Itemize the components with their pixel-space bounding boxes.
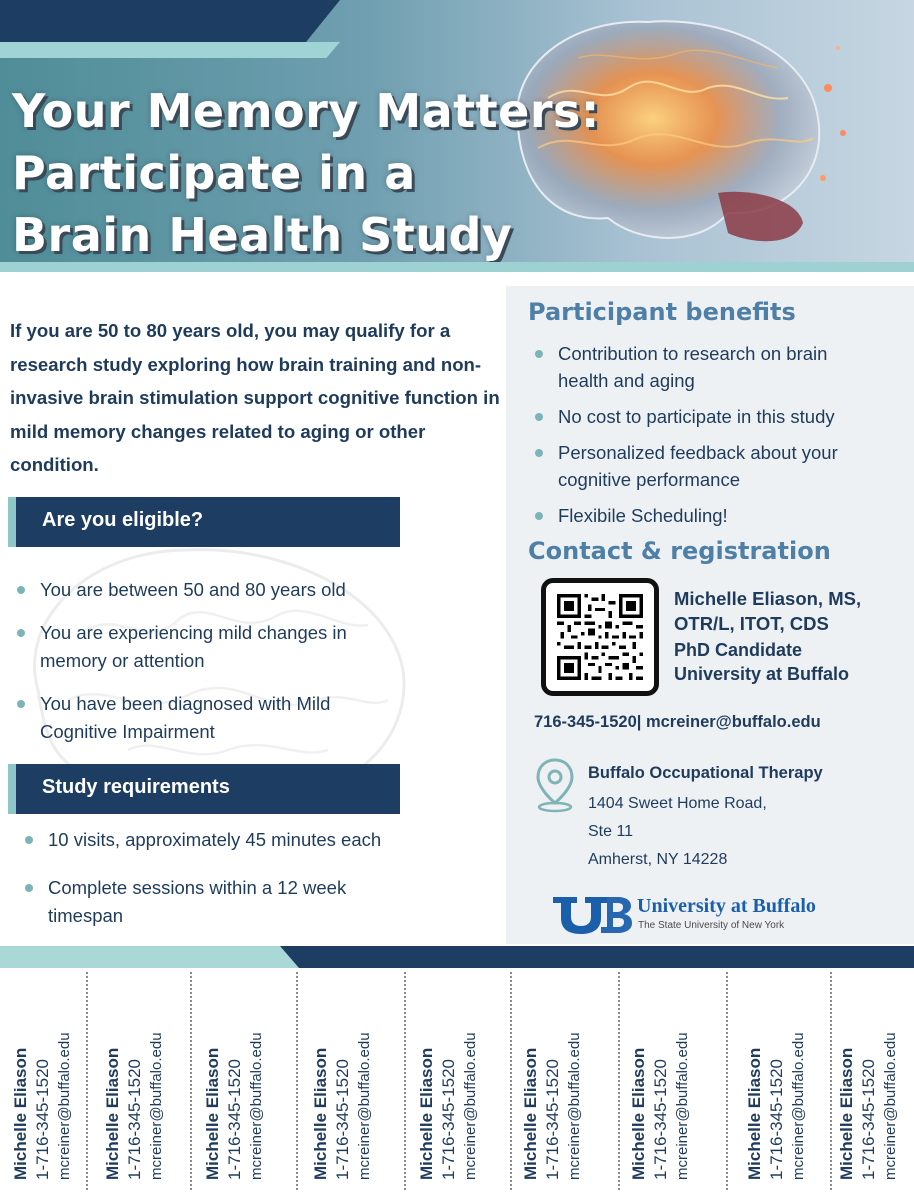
eligibility-heading-bar xyxy=(8,497,400,547)
tearoff-phone: 1-716-345-1520 xyxy=(439,1059,458,1180)
tearoff-tab[interactable] xyxy=(198,972,302,1192)
benefit-item: Personalized feedback about your cognitive performance xyxy=(528,439,868,493)
requirements-list xyxy=(18,826,458,950)
tearoff-tab-text xyxy=(516,960,620,1180)
tearoff-email: mcreiner@buffalo.edu xyxy=(56,1032,73,1180)
organization-name: Buffalo Occupational Therapy xyxy=(588,764,823,782)
eligibility-item: You are between 50 and 80 years old xyxy=(10,576,430,604)
address-line-1: 1404 Sweet Home Road, xyxy=(588,795,767,812)
tearoff-phone: 1-716-345-1520 xyxy=(859,1059,878,1180)
eligibility-heading: Are you eligible? xyxy=(42,509,204,531)
header-teal-accent xyxy=(0,42,340,58)
location-pin-icon xyxy=(533,757,577,813)
tearoff-name: Michelle Eliason xyxy=(203,1047,222,1180)
tearoff-name: Michelle Eliason xyxy=(11,1047,30,1180)
tearoff-email: mcreiner@buffalo.edu xyxy=(462,1032,479,1180)
ub-logo-wordmark: University at Buffalo xyxy=(637,895,816,917)
title-line-1: Your Memory Matters: xyxy=(12,84,600,138)
tearoff-name: Michelle Eliason xyxy=(103,1047,122,1180)
contact-role-line-2: University at Buffalo xyxy=(674,664,850,684)
eligibility-item: You are experiencing mild changes in memory or attention xyxy=(10,619,390,675)
tearoff-name: Michelle Eliason xyxy=(417,1047,436,1180)
tearoff-email: mcreiner@buffalo.edu xyxy=(674,1032,691,1180)
tearoff-email: mcreiner@buffalo.edu xyxy=(882,1032,899,1180)
tearoff-tab[interactable] xyxy=(412,972,516,1192)
tearoff-phone: 1-716-345-1520 xyxy=(543,1059,562,1180)
address-block xyxy=(588,790,767,874)
tearoff-tab[interactable] xyxy=(516,972,620,1192)
ub-logo-tagline: The State University of New York xyxy=(638,920,785,931)
page-title xyxy=(12,80,712,266)
tearoff-tab[interactable] xyxy=(98,972,202,1192)
tearoff-phone: 1-716-345-1520 xyxy=(33,1059,52,1180)
requirement-item: Complete sessions within a 12 week timespan xyxy=(18,874,418,930)
benefit-item: No cost to participate in this study xyxy=(528,403,914,430)
ub-logo xyxy=(551,893,633,935)
tearoff-tab-text xyxy=(624,960,728,1180)
tearoff-tab[interactable] xyxy=(740,972,844,1192)
address-line-3: Amherst, NY 14228 xyxy=(588,851,728,868)
header-banner xyxy=(0,0,914,272)
benefit-item: Flexibile Scheduling! xyxy=(528,502,914,529)
contact-role-line-1: PhD Candidate xyxy=(674,640,803,660)
contact-phone-email[interactable]: 716-345-1520| mcreiner@buffalo.edu xyxy=(534,713,821,731)
benefits-list xyxy=(528,340,914,538)
tearoff-tab-text xyxy=(98,960,202,1180)
tearoff-email: mcreiner@buffalo.edu xyxy=(356,1032,373,1180)
tearoff-phone: 1-716-345-1520 xyxy=(225,1059,244,1180)
title-line-3: Brain Health Study xyxy=(12,208,513,262)
contact-role xyxy=(674,638,914,686)
contact-heading: Contact & registration xyxy=(528,537,831,565)
tearoff-tab-text xyxy=(306,960,410,1180)
eligibility-list xyxy=(10,576,430,761)
eligibility-item: You have been diagnosed with Mild Cognitive Impairment xyxy=(10,690,410,746)
tearoff-tab-text xyxy=(198,960,302,1180)
tearoff-email: mcreiner@buffalo.edu xyxy=(248,1032,265,1180)
tearoff-tab[interactable] xyxy=(624,972,728,1192)
tearoff-name: Michelle Eliason xyxy=(311,1047,330,1180)
tearoff-phone: 1-716-345-1520 xyxy=(651,1059,670,1180)
address-line-2: Ste 11 xyxy=(588,823,634,840)
tearoff-tab-text xyxy=(412,960,516,1180)
tearoff-name: Michelle Eliason xyxy=(629,1047,648,1180)
benefit-item: Contribution to research on brain health and aging xyxy=(528,340,848,394)
tearoff-phone: 1-716-345-1520 xyxy=(125,1059,144,1180)
requirements-heading: Study requirements xyxy=(42,776,230,798)
header-navy-accent xyxy=(0,0,340,42)
tearoff-name: Michelle Eliason xyxy=(521,1047,540,1180)
tearoff-phone: 1-716-345-1520 xyxy=(767,1059,786,1180)
header-bottom-strip xyxy=(0,262,914,272)
tearoff-tab[interactable] xyxy=(306,972,410,1192)
tearoff-name: Michelle Eliason xyxy=(837,1047,856,1180)
benefits-heading: Participant benefits xyxy=(528,298,796,326)
tearoff-tab-text xyxy=(832,960,914,1180)
tearoff-tab[interactable] xyxy=(6,972,110,1192)
tearoff-tab[interactable] xyxy=(832,972,914,1192)
qr-code-pattern xyxy=(557,594,643,680)
tearoff-email: mcreiner@buffalo.edu xyxy=(566,1032,583,1180)
tearoff-name: Michelle Eliason xyxy=(745,1047,764,1180)
qr-code[interactable] xyxy=(541,578,659,696)
requirements-heading-bar xyxy=(8,764,400,814)
title-line-2: Participate in a xyxy=(12,146,416,200)
tearoff-phone: 1-716-345-1520 xyxy=(333,1059,352,1180)
tearoff-tab-text xyxy=(6,960,110,1180)
tearoff-tab-text xyxy=(740,960,844,1180)
tearoff-email: mcreiner@buffalo.edu xyxy=(148,1032,165,1180)
requirement-item: 10 visits, approximately 45 minutes each xyxy=(18,826,458,854)
contact-name: Michelle Eliason, MS, OTR/L, ITOT, CDS xyxy=(674,588,862,634)
tearoff-email: mcreiner@buffalo.edu xyxy=(790,1032,807,1180)
intro-paragraph: If you are 50 to 80 years old, you may qualify for a research study exploring how brain training and non-invasive brain stimulation support cognitive function in mild memory changes related to aging or other condition. xyxy=(10,320,500,475)
